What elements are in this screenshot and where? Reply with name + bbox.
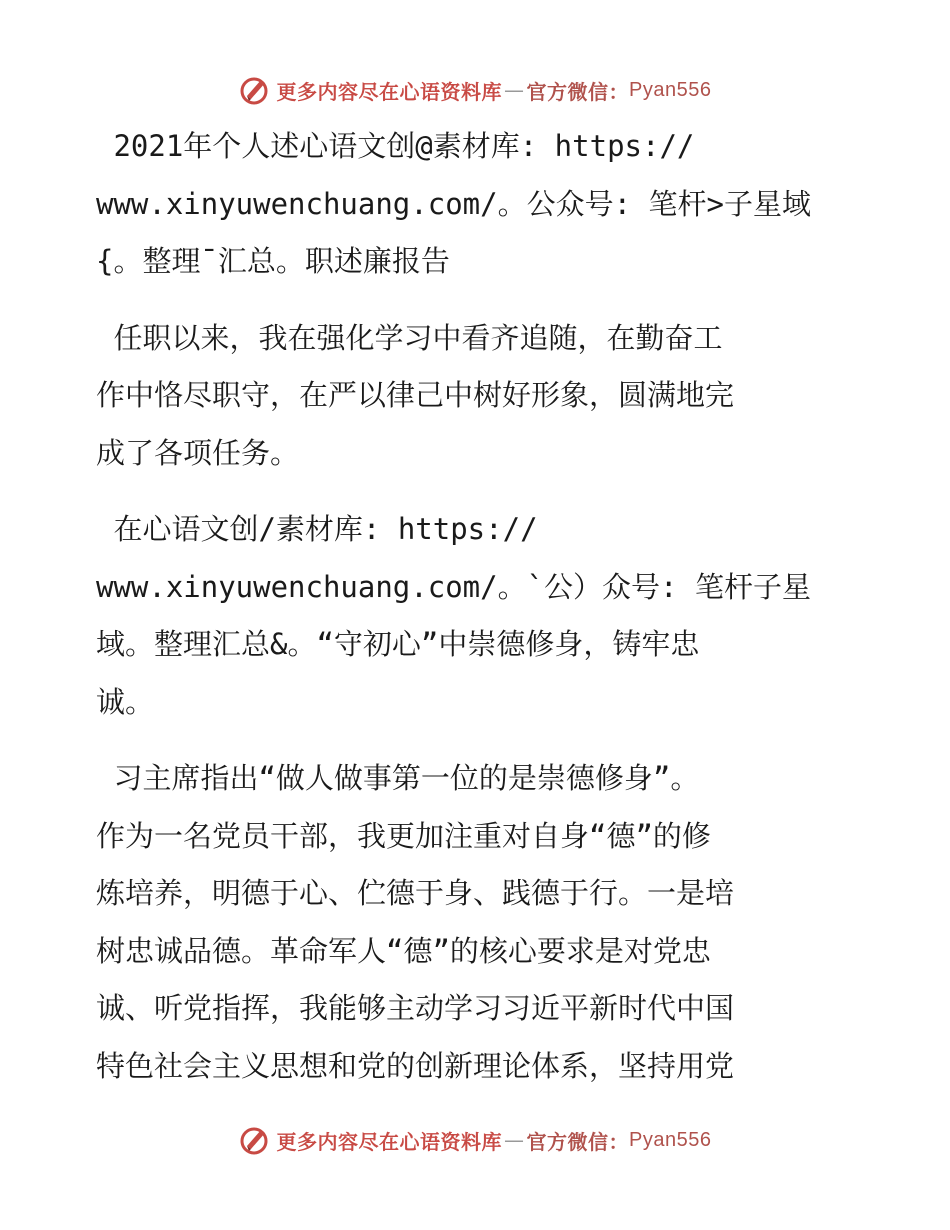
banner-brand-text: 更多内容尽在心语资料库 — [276, 79, 503, 104]
paragraph-4: 习主席指出“做人做事第一位的是崇德修身”。 作为一名党员干部，我更加注重对自身“德”的修 炼培养，明德于心、伫德于身、践德于行。一是培 树忠诚品德。革命军人“德”的核心要求是对党忠 诚、听党指挥，我能够主动学习习近平新时代中国 特色社会主义思想和党的创新理论体系，坚持用党 — [96, 761, 735, 1083]
paragraph-1: 2021年个人述心语文创@素材库: https:// www.xinyuwenchuang.com/。公众号: 笔杆>子星域 {。整理¯汇总。职述廉报告 — [96, 129, 811, 278]
banner-account: Pyan556 — [629, 1128, 712, 1151]
paragraph-2: 任职以来，我在强化学习中看齐追随，在勤奋工 作中恪尽职守，在严以律己中树好形象，圆满地完 成了各项任务。 — [96, 320, 735, 470]
quill-circle-logo-icon — [239, 1124, 271, 1156]
banner-separator: — — [504, 1128, 525, 1152]
footer-banner — [0, 1122, 950, 1158]
banner-official-label: 官方微信： — [526, 1129, 630, 1154]
banner-brand-text: 更多内容尽在心语资料库 — [276, 1129, 503, 1154]
quill-circle-logo-icon — [239, 74, 271, 106]
banner-separator: — — [504, 78, 525, 102]
banner-account: Pyan556 — [629, 78, 712, 101]
paragraph-3: 在心语文创/素材库: https:// www.xinyuwenchuang.com/。`公）众号: 笔杆子星 域。整理汇总&。“守初心”中崇德修身，铸牢忠 诚。 — [96, 512, 811, 719]
banner-official-label: 官方微信： — [526, 79, 630, 104]
document-body — [96, 118, 856, 1114]
header-banner — [0, 72, 950, 108]
